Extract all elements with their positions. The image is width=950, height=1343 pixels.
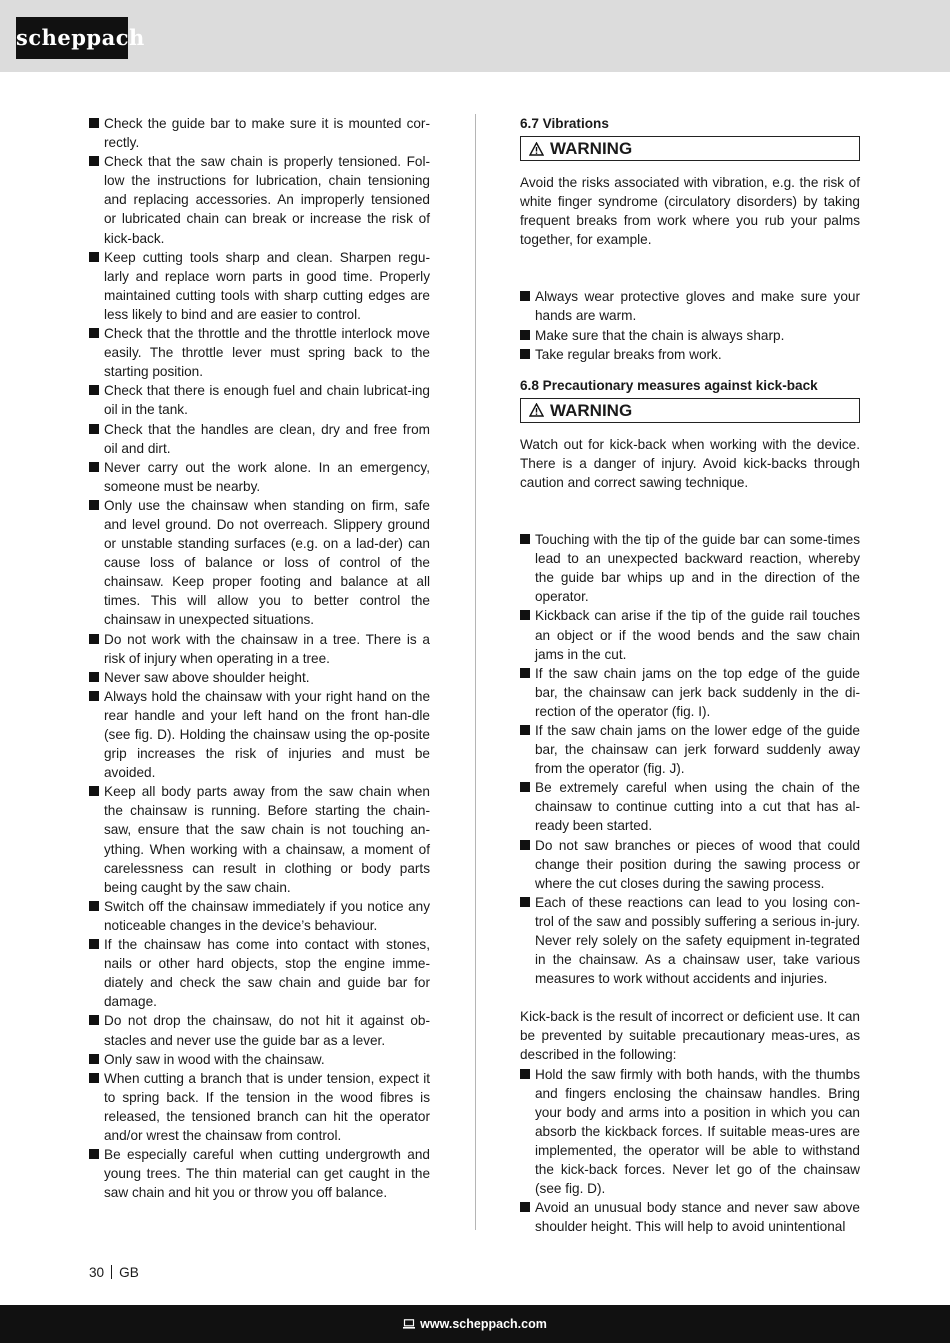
warning-box-kickback	[520, 398, 860, 423]
bullet-square-icon	[89, 328, 99, 338]
list-item	[520, 664, 860, 721]
list-item-text: Never carry out the work alone. In an emergency, someone must be nearby.	[104, 459, 430, 494]
kickback-paragraph: Kick-back is the result of incorrect or deficient use. It can be prevented by suitable precautionary meas-ures, as described in the following:	[520, 1009, 860, 1063]
bullet-square-icon	[520, 349, 530, 359]
list-item-text: Be especially careful when cutting undergrowth and young trees. The thin material can get caught in the saw chain and hit you or throw you off balance.	[104, 1147, 430, 1201]
bullet-square-icon	[520, 782, 530, 792]
scheppach-logo: scheppach	[16, 17, 128, 59]
list-item	[89, 897, 430, 935]
list-item	[520, 326, 860, 345]
bullet-square-icon	[520, 725, 530, 735]
bullet-square-icon	[89, 1149, 99, 1159]
bullet-square-icon	[89, 252, 99, 262]
list-item-text: If the saw chain jams on the top edge of the guide bar, the chainsaw can jerk back suddenly in the di-rection of the operator (fig. I).	[535, 665, 860, 719]
bullet-square-icon	[520, 330, 530, 340]
list-item-text: Do not work with the chainsaw in a tree. There is a risk of injury when operating in a tree.	[104, 631, 430, 666]
list-item-text: Avoid an unusual body stance and never saw above shoulder height. This will help to avoid unintentional	[535, 1200, 860, 1235]
list-item	[520, 836, 860, 893]
list-item	[89, 152, 430, 247]
bullet-square-icon	[520, 1202, 530, 1212]
list-item-text: Check that the saw chain is properly tensioned. Fol-low the instructions for lubrication, chain tensioning and replacing accessories. An improperly tensioned or lubricated chain can break or increase the risk of kick-back.	[104, 154, 430, 246]
list-item-text: Each of these reactions can lead to you losing con-trol of the saw and possibly suffering a serious in-jury. Never rely solely on the safety equipment in-tegrated in the chainsaw. As a chainsaw user, take various measures to work without accidents and injuries.	[535, 894, 860, 987]
list-item	[89, 1011, 430, 1049]
list-item-text: Keep all body parts away from the saw chain when the chainsaw is running. Before starting the chain-saw, ensure that the saw chain is not touching an-ything. When working with a chainsaw, a moment of carelessness can result in clothing or body parts being caught by the saw chain.	[104, 784, 430, 895]
page-number: 30	[89, 1265, 105, 1280]
footer-separator	[111, 1265, 112, 1279]
list-item-text: If the chainsaw has come into contact with stones, nails or other hard objects, stop the engine imme-diately and check the saw chain and guide bar for damage.	[104, 937, 430, 1010]
list-item	[89, 381, 430, 419]
bullet-square-icon	[89, 462, 99, 472]
list-item	[89, 420, 430, 458]
list-item-text: Check the guide bar to make sure it is mounted cor-rectly.	[104, 116, 430, 151]
bullet-square-icon	[89, 901, 99, 911]
bullet-square-icon	[89, 118, 99, 128]
list-item-text: Make sure that the chain is always sharp.	[535, 327, 785, 343]
list-item-text: Be extremely careful when using the chain of the chainsaw to continue cutting into a cut that has al-ready been started.	[535, 780, 860, 834]
warning-triangle-icon	[529, 403, 544, 417]
column-divider	[475, 114, 476, 1230]
list-item	[520, 721, 860, 778]
list-item-text: Do not saw branches or pieces of wood that could change their position during the sawing process or where the cut closes during the sawing process.	[535, 837, 860, 891]
list-item	[520, 1065, 860, 1199]
kickback-intro: Watch out for kick-back when working with the device. There is a danger of injury. Avoid kick-backs through caution and correct sawing technique.	[520, 436, 860, 490]
bullet-square-icon	[89, 500, 99, 510]
right-column	[520, 114, 860, 1236]
section-heading-kickback: 6.8 Precautionary measures against kick-back	[520, 377, 818, 393]
list-item	[89, 248, 430, 324]
list-item-text: Check that the throttle and the throttle interlock move easily. The throttle lever must spring back to the starting position.	[104, 326, 430, 380]
bullet-square-icon	[89, 385, 99, 395]
list-item-text: Always hold the chainsaw with your right hand on the rear handle and your left hand on the front han-dle (see fig. D). Holding the chainsaw using the op-posite grip increases the risk of injuries and must be avoided.	[104, 688, 430, 781]
list-item-text: If the saw chain jams on the lower edge of the guide bar, the chainsaw can jerk forward suddenly away from the operator (fig. J).	[535, 722, 860, 777]
list-item	[89, 630, 430, 668]
list-item	[89, 324, 430, 381]
bullet-square-icon	[89, 786, 99, 796]
list-item	[520, 1198, 860, 1236]
kickback-measures-list	[520, 1065, 860, 1237]
bullet-square-icon	[89, 1054, 99, 1064]
list-item	[520, 778, 860, 835]
list-item	[89, 114, 430, 152]
bullet-square-icon	[89, 1015, 99, 1025]
bullet-square-icon	[89, 156, 99, 166]
warning-box-vibrations	[520, 136, 860, 161]
bullet-square-icon	[89, 939, 99, 949]
list-item-text: Keep cutting tools sharp and clean. Sharpen regu-larly and replace worn parts in good time. Properly maintained cutting tools with sharp cutting edges are less likely to bind and are easier to control.	[104, 249, 430, 322]
header-bar	[0, 0, 950, 72]
bullet-square-icon	[89, 1073, 99, 1083]
website-link[interactable]: www.scheppach.com	[420, 1317, 547, 1331]
list-item	[89, 1050, 430, 1069]
bullet-square-icon	[89, 424, 99, 434]
bullet-square-icon	[89, 672, 99, 682]
list-item	[520, 530, 860, 606]
bullet-square-icon	[520, 897, 530, 907]
list-item-text: Check that the handles are clean, dry and free from oil and dirt.	[104, 421, 430, 456]
warning-label: WARNING	[550, 400, 633, 420]
list-item	[89, 668, 430, 687]
bullet-square-icon	[520, 534, 530, 544]
kickback-list	[520, 530, 860, 988]
list-item	[89, 687, 430, 782]
list-item	[89, 782, 430, 897]
list-item-text: Touching with the tip of the guide bar can some-times lead to an unexpected backward reaction, whereby the guide bar whips up and in the direction of the operator.	[535, 532, 860, 605]
list-item-text: Switch off the chainsaw immediately if you notice any noticeable changes in the device’s behaviour.	[104, 898, 430, 933]
warning-label: WARNING	[550, 139, 633, 158]
left-column	[89, 114, 430, 1202]
list-item-text: Always wear protective gloves and make sure your hands are warm.	[535, 289, 860, 324]
list-item-text: When cutting a branch that is under tension, expect it to spring back. If the tension in the wood fibres is released, the tensioned branch can hit the operator and/or wrest the chainsaw from control.	[104, 1070, 430, 1143]
list-item	[89, 1069, 430, 1145]
list-item	[520, 287, 860, 325]
bullet-square-icon	[89, 691, 99, 701]
list-item	[520, 345, 860, 364]
bullet-square-icon	[520, 1069, 530, 1079]
list-item	[89, 458, 430, 496]
bullet-square-icon	[520, 291, 530, 301]
vibrations-intro: Avoid the risks associated with vibration, e.g. the risk of white finger syndrome (circulatory disorders) by taking frequent breaks from work where you rub your palms together, for example.	[520, 175, 860, 248]
bottom-bar	[0, 1305, 950, 1343]
list-item-text: Do not drop the chainsaw, do not hit it against ob-stacles and never use the guide bar as a lever.	[104, 1013, 430, 1048]
list-item-text: Only saw in wood with the chainsaw.	[104, 1051, 325, 1067]
warning-triangle-icon	[529, 142, 544, 156]
list-item-text: Check that there is enough fuel and chain lubricat-ing oil in the tank.	[104, 383, 430, 418]
list-item	[520, 893, 860, 988]
bullet-square-icon	[520, 610, 530, 620]
bullet-square-icon	[89, 634, 99, 644]
list-item	[89, 1145, 430, 1202]
page-footer	[89, 1265, 139, 1280]
list-item	[89, 496, 430, 630]
bullet-square-icon	[520, 840, 530, 850]
list-item	[520, 606, 860, 663]
language-code: GB	[119, 1265, 139, 1280]
list-item-text: Never saw above shoulder height.	[104, 669, 310, 685]
list-item-text: Kickback can arise if the tip of the guide rail touches an object or if the wood bends and the saw chain jams in the cut.	[535, 608, 860, 662]
list-item	[89, 935, 430, 1011]
computer-icon	[403, 1319, 415, 1329]
list-item-text: Take regular breaks from work.	[535, 346, 722, 362]
section-heading-vibrations: 6.7 Vibrations	[520, 116, 609, 131]
list-item-text: Hold the saw firmly with both hands, with the thumbs and fingers enclosing the chainsaw handles. Bring your body and arms into a position in which you can absorb the kickback forces. If suitable meas-ures are implemented, the operator will be able to withstand the kick-back forces. Never let go of the chainsaw (see fig. D).	[535, 1066, 860, 1197]
bullet-square-icon	[520, 668, 530, 678]
vibrations-list	[520, 287, 860, 363]
list-item-text: Only use the chainsaw when standing on firm, safe and level ground. Do not overreach. Slippery ground or unstable standing surfaces (e.g. on a lad-der) can cause loss of balance or loss of control of the chainsaw. Keep proper footing and balance at all times. This will allow you to better control the chainsaw in unexpected situations.	[104, 497, 430, 628]
